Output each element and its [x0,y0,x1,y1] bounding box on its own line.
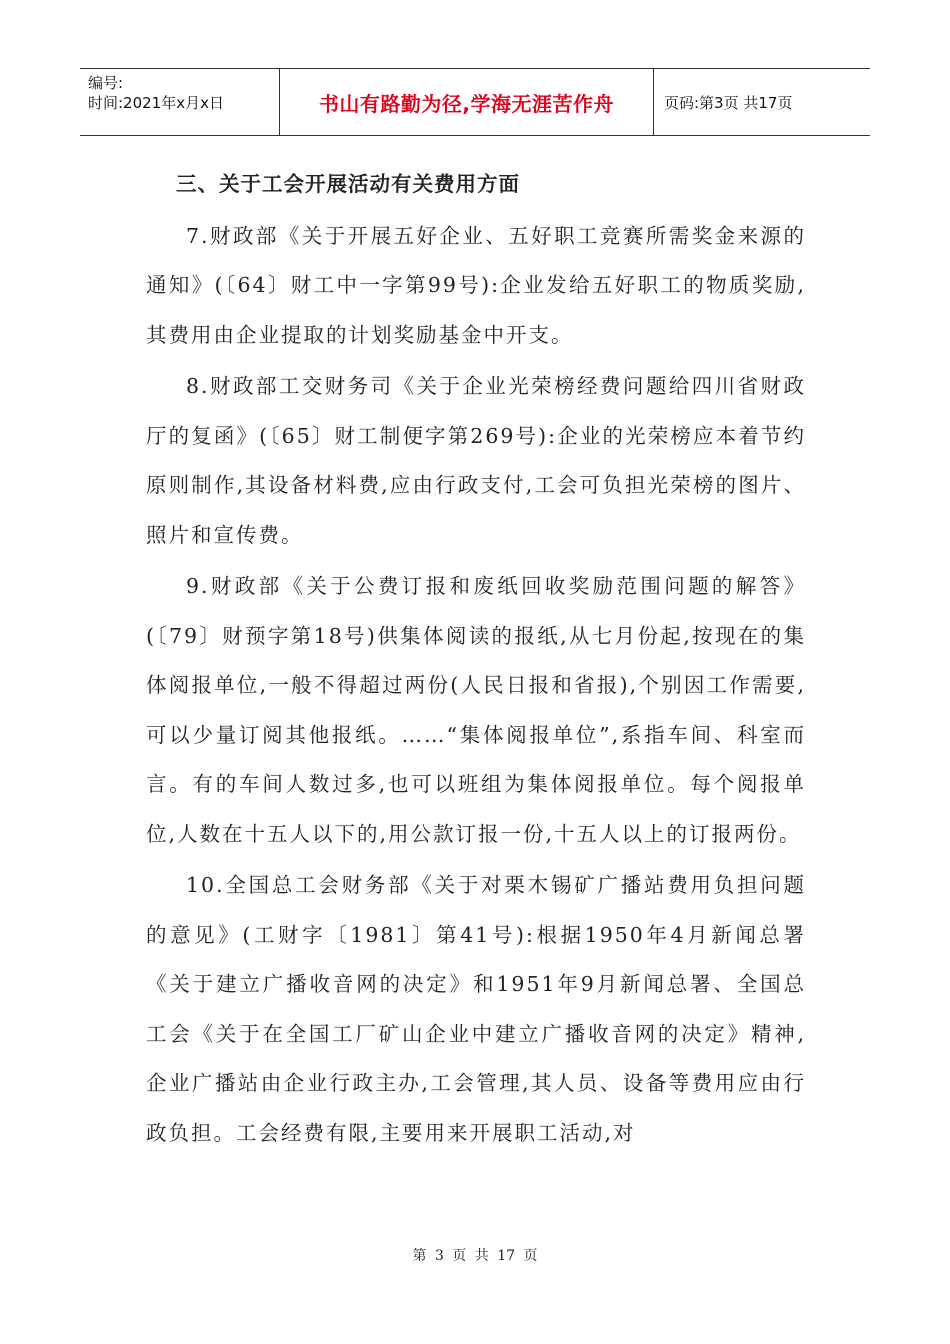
header-motto: 书山有路勤为径,学海无涯苦作舟 [280,69,654,135]
document-time-label: 时间:2021年x月x日 [88,94,224,112]
document-body [146,160,806,1160]
section-heading: 三、关于工会开展活动有关费用方面 [176,172,520,196]
paragraph-9: 9.财政部《关于公费订报和废纸回收奖励范围问题的解答》(〔79〕财预字第18号)供集体阅读的报纸,从七月份起,按现在的集体阅报单位,一般不得超过两份(人民日报和省报),个别因工作需要,可以少量订阅其他报纸。……“集体阅报单位”,系指车间、科室而言。有的车间人数过多,也可以班组为集体阅报单位。每个阅报单位,人数在十五人以下的,用公款订报一份,十五人以上的订报两份。 [146,574,806,846]
paragraph-7: 7.财政部《关于开展五好企业、五好职工竞赛所需奖金来源的通知》(〔64〕财工中一字第99号):企业发给五好职工的物质奖励,其费用由企业提取的计划奖励基金中开支。 [146,223,806,347]
header-page-info: 页码:第3页 共17页 [664,93,793,112]
page-footer: 第 3 页 共 17 页 [412,1248,538,1264]
document-number-label: 编号: [88,74,124,92]
paragraph-8: 8.财政部工交财务司《关于企业光荣榜经费问题给四川省财政厅的复函》(〔65〕财工制便字第269号):企业的光荣榜应本着节约原则制作,其设备材料费,应由行政支付,工会可负担光荣榜的图片、照片和宣传费。 [146,374,806,547]
paragraph-10: 10.全国总工会财务部《关于对栗木锡矿广播站费用负担问题的意见》(工财字〔1981〕第41号):根据1950年4月新闻总署《关于建立广播收音网的决定》和1951年9月新闻总署、全国总工会《关于在全国工厂矿山企业中建立广播收音网的决定》精神,企业广播站由企业行政主办,工会管理,其人员、设备等费用应由行政负担。工会经费有限,主要用来开展职工活动,对 [146,873,806,1145]
header-meta [80,69,280,135]
document-header [80,68,870,136]
